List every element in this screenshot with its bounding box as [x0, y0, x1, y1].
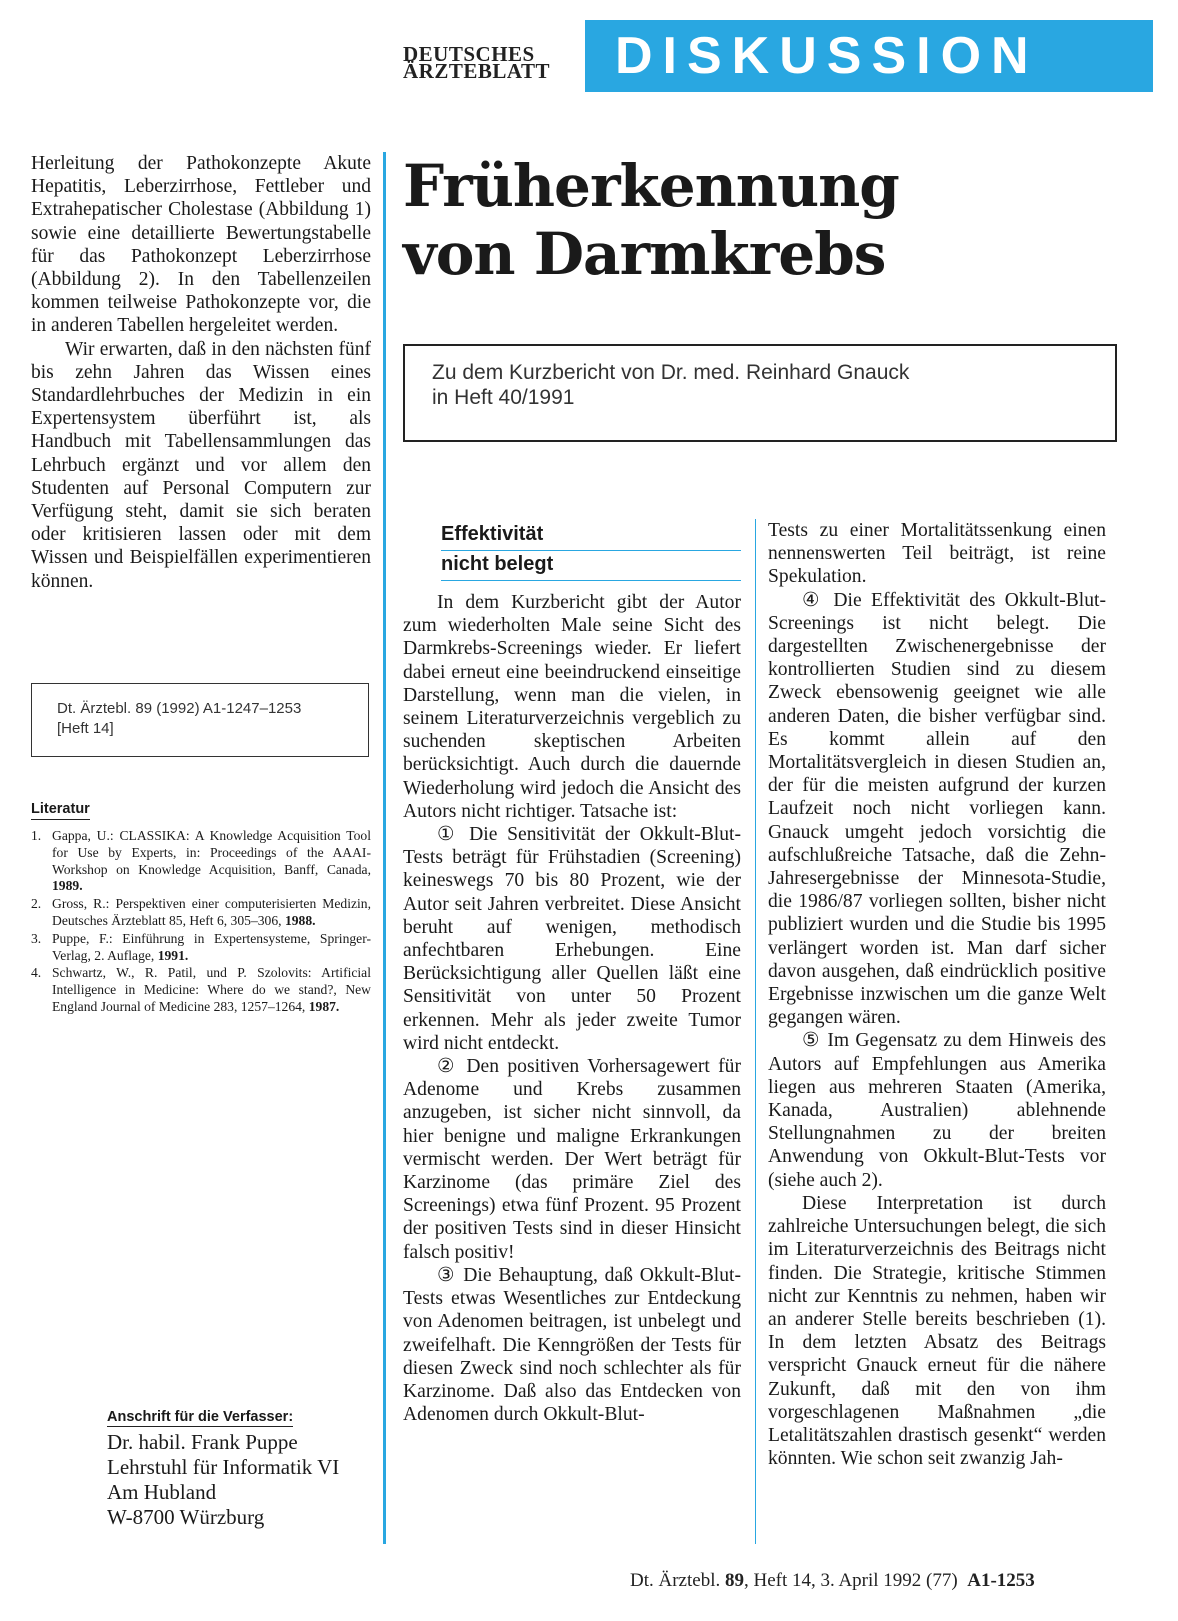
middle-column-text	[403, 591, 741, 1426]
right-column-text	[768, 519, 1106, 1470]
right-paragraph-2: ④ Die Effektivität des Okkult-Blut-Screenings ist nicht belegt. Die dargestellten Zwischenergebnisse der kontrollierten Studien sind zu diesem Zweck ebensowenig geeignet wie alle anderen Daten, die bisher verfügbar sind. Es kommt allein auf den Mortalitätsvergleich in diesen Studien an, der für die meisten aufgrund der kurzen Laufzeit noch nicht vorliegen kann. Gnauck umgeht jedoch vorsichtig die aufschlußreiche Tatsache, daß die Zehn-Jahresergebnisse der Minnesota-Studie, die 1986/87 vorliegen sollten, bisher nicht publiziert wurden und die Studie bis 1995 verlängert worden ist. Man darf sicher davon ausgehen, daß eindrücklich positive Ergebnisse inzwischen um die ganze Welt gegangen wären.	[768, 589, 1106, 1029]
left-paragraph-2: Wir erwarten, daß in den nächsten fünf bis zehn Jahren das Wissen eines Standardlehrbuches der Medizin in ein Expertensystem überführt ist, als Handbuch mit Tabellensammlungen das Lehrbuch ergänzt und vor allem den Studenten auf Personal Computern zur Verfügung steht, damit sie sich beraten oder kritisieren lassen oder mit dem Wissen und Beispielfällen experimentieren können.	[31, 338, 371, 592]
masthead-line-2: ÄRZTEBLATT	[403, 59, 550, 83]
reference-item: 4. Schwartz, W., R. Patil, und P. Szolovits: Artificial Intelligence in Medicine: Where do we stand?, New England Journal of Medicine 283, 1257–1264, 1987.	[31, 965, 371, 1014]
right-paragraph-3: ⑤ Im Gegensatz zu dem Hinweis des Autors auf Empfehlungen aus Amerika liegen aus mehreren Staaten (Amerika, Kanada, Australien) ablehnende Stellungnahmen zu der breiten Anwendung von Okkult-Blut-Tests vor (siehe auch 2).	[768, 1030, 1106, 1191]
middle-paragraph-1: In dem Kurzbericht gibt der Autor zum wiederholten Male seine Sicht des Darmkrebs-Screenings wieder. Er liefert dabei erneut eine beeindruckend einseitige Darstellung, wenn man die vielen, in seinem Literaturverzeichnis vergeblich zu suchenden skeptischen Arbeiten berücksichtigt. Auch durch die dauernde Wiederholung wird jedoch die Ansicht des Autors nicht richtiger. Tatsache ist:	[403, 592, 741, 822]
reference-item: 2. Gross, R.: Perspektiven einer computerisierten Medizin, Deutsches Ärzteblatt 85, Heft 6, 305–306, 1988.	[31, 896, 371, 928]
left-column-text	[31, 152, 371, 593]
right-paragraph-4: Diese Interpretation ist durch zahlreiche Untersuchungen belegt, die sich im Literaturverzeichnis des Beitrags nicht finden. Die Strategie, kritische Stimmen nicht zur Kenntnis zu nehmen, haben wir an anderer Stelle bereits beschrieben (1). In dem letzten Absatz des Beitrags verspricht Gnauck erneut für die nähere Zukunft, daß mit den von ihm vorgeschlagenen Maßnahmen „die Letalitätszahlen drastisch gesenkt“ werden könnten. Wie schon seit zwanzig Jah-	[768, 1192, 1106, 1470]
address-line: Am Hubland	[107, 1480, 217, 1504]
literature-heading: Literatur	[31, 801, 90, 820]
page-footer	[630, 1570, 1035, 1592]
footer-journal: Dt. Ärztebl.	[630, 1570, 725, 1591]
citation-line-1: Dt. Ärztebl. 89 (1992) A1-1247–1253	[57, 700, 302, 717]
author-address	[107, 1430, 339, 1530]
article-title-line-2: von Darmkrebs	[403, 220, 886, 288]
right-paragraph-1: Tests zu einer Mortalitätssenkung einen nennenswerten Teil beiträgt, ist reine Spekulation.	[768, 520, 1106, 588]
reference-item: 1. Gappa, U.: CLASSIKA: A Knowledge Acquisition Tool for Use by Experts, in: Proceedings of the AAAI-Workshop on Knowledge Acquisition, Banff, Canada, 1989.	[31, 828, 371, 894]
address-line: W-8700 Würzburg	[107, 1505, 265, 1529]
reference-list	[31, 828, 371, 1017]
journal-masthead	[403, 42, 578, 83]
section-heading	[441, 521, 741, 581]
footer-volume: 89	[724, 1570, 744, 1591]
lede-line-2: in Heft 40/1991	[432, 386, 575, 409]
middle-paragraph-2: ① Die Sensitivität der Okkult-Blut-Tests beträgt für Frühstadien (Screening) keineswegs 70 bis 80 Prozent, wie der Autor seit Jahren verbreitet. Diese Ansicht beruht auf wenigen, methodisch anfechtbaren Erhebungen. Eine Berücksichtigung aller Quellen läßt eine Sensitivität von unter 50 Prozent erkennen. Mehr als jeder zweite Tumor wird nicht entdeckt.	[403, 824, 741, 1054]
address-heading: Anschrift für die Verfasser:	[107, 1409, 294, 1425]
footer-issue: , Heft 14, 3. April 1992 (77)	[743, 1570, 958, 1591]
page-number: A1-1253	[967, 1570, 1035, 1591]
masthead-line-1: DEUTSCHES	[403, 42, 535, 66]
article-title	[403, 152, 1143, 288]
reference-item: 3. Puppe, F.: Einführung in Expertensysteme, Springer-Verlag, 2. Auflage, 1991.	[31, 930, 371, 963]
address-line: Lehrstuhl für Informatik VI	[107, 1455, 340, 1479]
middle-paragraph-4: ③ Die Behauptung, daß Okkult-Blut-Tests etwas Wesentliches zur Entdeckung von Adenomen beitragen, ist unbelegt und zweifelhaft. Die Kenngrößen der Tests für diesen Zweck sind noch schlechter als für Karzinome. Daß also das Entdecken von Adenomen durch Okkult-Blut-	[403, 1264, 741, 1426]
section-banner: DISKUSSION	[585, 20, 1153, 92]
middle-paragraph-3: ② Den positiven Vorhersagewert für Adenome und Krebs zusammen anzugeben, ist sicher nicht sinnvoll, da hier benigne und maligne Erkrankungen vermischt werden. Der Wert beträgt für Karzinome (das primäre Ziel des Screenings) etwa fünf Prozent. 95 Prozent der positiven Tests sind in dieser Hinsicht falsch positiv!	[403, 1056, 741, 1263]
article-title-line-1: Früherkennung	[403, 152, 899, 220]
citation-line-2: [Heft 14]	[57, 720, 114, 737]
column-divider-right	[755, 519, 756, 1544]
citation-box	[31, 683, 369, 757]
section-heading-line-2: nicht belegt	[441, 551, 741, 581]
address-line: Dr. habil. Frank Puppe	[107, 1430, 298, 1454]
left-paragraph-1: Herleitung der Pathokonzepte Akute Hepatitis, Leberzirrhose, Fettleber und Extrahepatischer Cholestase (Abbildung 1) sowie eine detaillierte Bewertungstabelle für das Pathokonzept Leberzirrhose (Abbildung 2). In den Tabellenzeilen kommen teilweise Pathokonzepte vor, die in anderen Tabellen hergeleitet werden.	[31, 153, 371, 337]
article-lede-box	[403, 344, 1117, 442]
lede-line-1: Zu dem Kurzbericht von Dr. med. Reinhard Gnauck	[432, 361, 910, 384]
column-divider-left	[383, 152, 386, 1544]
section-heading-line-1: Effektivität	[441, 521, 741, 551]
